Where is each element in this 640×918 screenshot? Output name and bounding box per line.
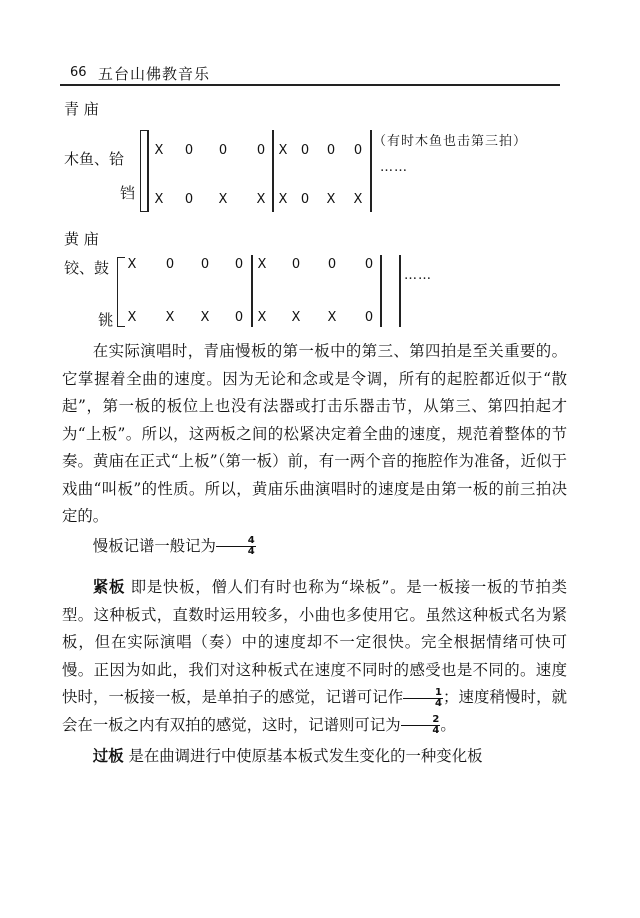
note-cell: X xyxy=(200,310,210,325)
note-cell: X xyxy=(256,192,266,207)
paragraph-4: 过板 是在曲调进行中使原基本板式发生变化的一种变化板 xyxy=(92,747,483,765)
term-guoban: 过板 xyxy=(92,747,124,765)
paragraph-1: 在实际演唱时，青庙慢板的第一板中的第三、第四拍是至关重要的。它掌握着全曲的速度。因为无论和念或是令调，所有的起腔都近似于“散起”，第一板的板位上也没有法器或打击乐器击节，从第三、第四拍起才为“上板”。所以，这两板之间的松紧决定着全曲的速度，规范着整体的节奏。黄庙在正式“上板”（第一板）前，有一两个音的拖腔作为准备，近似于戏曲“叫板”的性质。所以，黄庙乐曲演唱时的速度是由第一板的前三拍决定的。 xyxy=(62,342,567,525)
note-cell: X xyxy=(257,257,267,272)
note-cell: 0 xyxy=(300,143,310,158)
note-cell: 0 xyxy=(291,257,301,272)
qingmiao-label: 青 庙 xyxy=(64,100,99,118)
note-cell: 0 xyxy=(218,143,228,158)
book-title: 五台山佛教音乐 xyxy=(98,65,211,83)
note-cell: 0 xyxy=(256,143,266,158)
note-cell: X xyxy=(218,192,228,207)
note-cell: 0 xyxy=(184,192,194,207)
huangmiao-bar-mid2 xyxy=(380,255,382,327)
paragraph-3: 紧板 即是快板，僧人们有时也称为“垛板”。是一板接一板的节拍类型。这种板式，直数时运用较多，小曲也多使用它。虽然这种板式名为紧板，但在实际演唱（奏）中的速度却不一定很快。完全根据情绪可快可慢。正因为如此，我们对这种板式在速度不同时的感受也是不同的。速度快时，一板接一板，是单拍子的感觉，记谱可记作 $\frac{1}{4}$ ；速度稍慢时，就会在一板之内有双拍的感觉，这时，记谱则可记为 $\frac{2}{4}$ 。 xyxy=(62,578,567,736)
note-cell: X xyxy=(127,310,137,325)
qingmiao-bar-mid xyxy=(272,130,274,212)
huangmiao-ellipsis: …… xyxy=(404,268,432,283)
note-cell: 0 xyxy=(300,192,310,207)
huangmiao-bar-mid1 xyxy=(251,255,253,327)
note-cell: 0 xyxy=(184,143,194,158)
note-cell: X xyxy=(257,310,267,325)
qingmiao-ellipsis: …… xyxy=(380,160,408,175)
paragraph-2 xyxy=(62,533,567,561)
qingmiao-bar-end xyxy=(370,130,372,212)
note-cell: 0 xyxy=(364,257,374,272)
header-rule xyxy=(60,84,560,86)
page-number: 66 xyxy=(70,65,87,80)
note-cell: 0 xyxy=(234,257,244,272)
note-cell: 0 xyxy=(165,257,175,272)
para2-text: 慢板记谱一般记为 xyxy=(92,536,216,555)
note-cell: X xyxy=(278,192,288,207)
qingmiao-note: （有时木鱼也击第三拍） xyxy=(373,134,528,149)
huangmiao-instrument-left: 铰、鼓 xyxy=(64,259,110,277)
note-cell: 0 xyxy=(326,143,336,158)
note-cell: 0 xyxy=(364,310,374,325)
term-jinban: 紧板 xyxy=(92,578,126,596)
note-cell: X xyxy=(165,310,175,325)
qingmiao-bar-start xyxy=(147,130,149,212)
note-cell: X xyxy=(291,310,301,325)
huangmiao-bar-end xyxy=(399,255,401,327)
time-signature-4-4: $\frac{4}{4}$ xyxy=(216,536,256,557)
note-cell: 0 xyxy=(327,257,337,272)
note-cell: X xyxy=(327,310,337,325)
note-cell: X xyxy=(154,143,164,158)
note-cell: X xyxy=(154,192,164,207)
time-signature-2-4: $\frac{2}{4}$ xyxy=(401,715,441,736)
note-cell: 0 xyxy=(234,310,244,325)
note-cell: X xyxy=(326,192,336,207)
note-cell: X xyxy=(278,143,288,158)
qingmiao-instrument-lower: 铛 xyxy=(120,184,136,202)
note-cell: 0 xyxy=(200,257,210,272)
note-cell: X xyxy=(127,257,137,272)
note-cell: 0 xyxy=(353,143,363,158)
time-signature-1-4: $\frac{1}{4}$ xyxy=(403,688,443,709)
qingmiao-instrument-left: 木鱼、铪 xyxy=(64,150,125,168)
note-cell: X xyxy=(353,192,363,207)
body-text xyxy=(62,338,567,771)
huangmiao-instrument-lower: 铫 xyxy=(98,311,114,329)
huangmiao-label: 黄 庙 xyxy=(64,230,99,248)
